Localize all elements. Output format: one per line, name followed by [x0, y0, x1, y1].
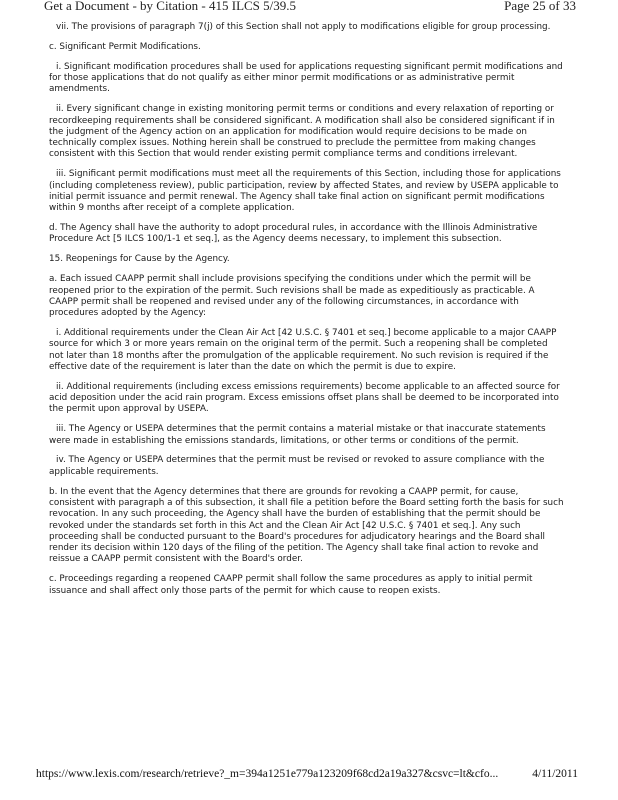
document-body: [49, 22, 564, 605]
header-page-number: Page 25 of 33: [504, 0, 576, 13]
paragraph-vii-group-processing: vii. The provisions of paragraph 7(j) of this Section shall not apply to modifications eligible for group processing.: [56, 22, 551, 32]
paragraph-c-ii: ii. Every significant change in existing monitoring permit terms or conditions and every relaxation of reporting or recordkeeping requirements shall be considered significant. A modification shall also be considered significant if in the judgment of the Agency action on an application for modification would require decisions to be made on technically complex issues. Nothing herein shall be construed to preclude the permittee from making changes consistent with this Section that would render existing permit compliance terms and conditions irrelevant.: [49, 104, 555, 160]
paragraph-d-procedural-rules: d. The Agency shall have the authority to adopt procedural rules, in accordance with the Illinois Administrative Procedure Act [5 ILCS 100/1-1 et seq.], as the Agency deems necessary, to implement this subsection.: [49, 223, 538, 245]
footer-date: 4/11/2011: [532, 768, 578, 780]
heading-reopenings-for-cause: 15. Reopenings for Cause by the Agency.: [49, 254, 230, 265]
paragraph-15-a-iv: iv. The Agency or USEPA determines that the permit must be revised or revoked to assure compliance with the applicable requirements.: [49, 455, 545, 477]
heading-significant-permit-modifications: c. Significant Permit Modifications.: [49, 41, 201, 52]
paragraph-15-a-ii: ii. Additional requirements (including excess emissions requirements) become applicable to an affected source for acid deposition under the acid rain program. Excess emissions offset plans shall be deemed to be incorporated into the permit upon approval by USEPA.: [49, 381, 560, 415]
header-document-title: Get a Document - by Citation - 415 ILCS 5/39.5: [44, 0, 297, 13]
paragraph-15-a-i: i. Additional requirements under the Clean Air Act [42 U.S.C. § 7401 et seq.] become applicable to a major CAAPP source for which 3 or more years remain on the original term of the permit. Such a reopening shall be completed not later than 18 months after the promulgation of the applicable requirement. No such revision is required if the effective date of the requirement is later than the date on which the permit is due to expire.: [49, 327, 557, 372]
paragraph-c-iii: iii. Significant permit modifications must meet all the requirements of this Section, including those for applications (including completeness review), public participation, review by affected States, and review by USEPA applicable to initial permit issuance and permit renewal. The Agency shall take final action on significant permit modifications within 9 months after receipt of a complete application.: [49, 169, 561, 214]
footer-url: https://www.lexis.com/research/retrieve?_m=394a1251e779a123209f68cd2a19a327&csvc=lt&cfo...: [36, 768, 499, 780]
paragraph-15-a: a. Each issued CAAPP permit shall include provisions specifying the conditions under which the permit will be reopened prior to the expiration of the permit. Such revisions shall be made as expeditiously as practicable. A CAAPP permit shall be reopened and revised under any of the following circumstances, in accordance with procedures adopted by the Agency:: [49, 274, 535, 319]
paragraph-15-b: b. In the event that the Agency determines that there are grounds for revoking a CAAPP permit, for cause, consistent with paragraph a of this subsection, it shall file a petition before the Board setting forth the basis for such revocation. In any such proceeding, the Agency shall have the burden of establishing that the permit should be revoked under the standards set forth in this Act and the Clean Air Act [42 U.S.C. § 7401 et seq.]. Any such proceeding shall be conducted pursuant to the Board's procedures for adjudicatory hearings and the Board shall render its decision within 120 days of the filing of the petition. The Agency shall take final action to revoke and reissue a CAAPP permit consistent with the Board's order.: [49, 486, 564, 565]
paragraph-15-c: c. Proceedings regarding a reopened CAAPP permit shall follow the same procedures as apply to initial permit issuance and shall affect only those parts of the permit for which cause to reopen exists.: [49, 574, 533, 596]
paragraph-c-i: i. Significant modification procedures shall be used for applications requesting significant permit modifications and for those applications that do not qualify as either minor permit modifications or as administrative permit amendments.: [49, 61, 563, 95]
paragraph-15-a-iii: iii. The Agency or USEPA determines that the permit contains a material mistake or that inaccurate statements were made in establishing the emissions standards, limitations, or other terms or conditions of the permit.: [49, 424, 546, 446]
